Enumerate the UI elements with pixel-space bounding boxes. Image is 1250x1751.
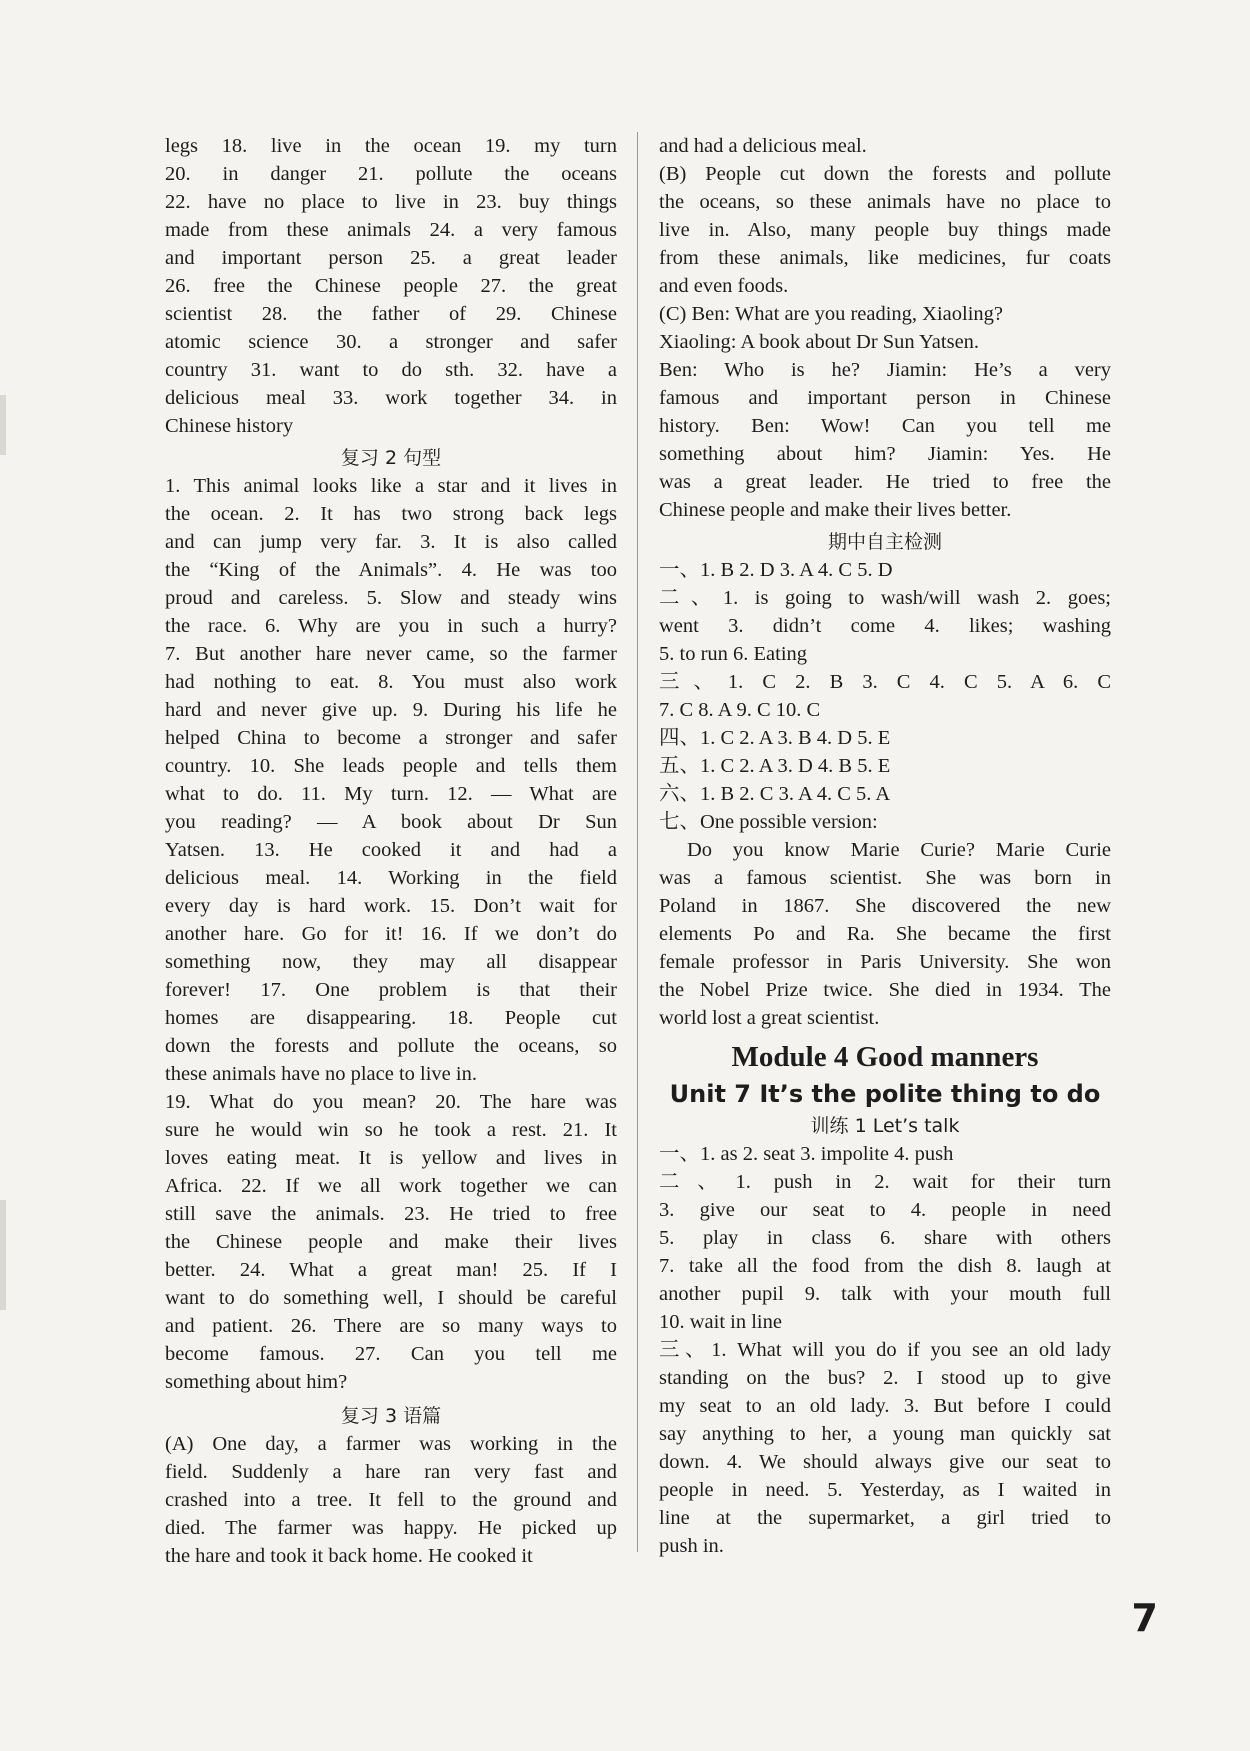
text-line: 20. in danger 21. pollute the oceans bbox=[165, 163, 617, 185]
text-line: was a great leader. He tried to free the bbox=[659, 471, 1111, 493]
text-line: Xiaoling: A book about Dr Sun Yatsen. bbox=[659, 331, 980, 353]
text-line: become famous. 27. Can you tell me bbox=[165, 1343, 617, 1365]
review-1-phrases bbox=[165, 132, 617, 440]
text-line: hard and never give up. 9. During his life he bbox=[165, 699, 617, 721]
text-line: 七、One possible version: bbox=[659, 811, 878, 833]
text-line: 一、1. B 2. D 3. A 4. C 5. D bbox=[659, 559, 893, 581]
text-line: crashed into a tree. It fell to the ground and bbox=[165, 1489, 617, 1511]
text-line: homes are disappearing. 18. People cut bbox=[165, 1007, 617, 1029]
midterm-heading: 期中自主检测 bbox=[827, 531, 942, 553]
text-line: famous and important person in Chinese bbox=[659, 387, 1111, 409]
text-line: Poland in 1867. She discovered the new bbox=[659, 895, 1111, 917]
text-line: line at the supermarket, a girl tried to bbox=[659, 1507, 1111, 1529]
right-column bbox=[659, 132, 1111, 1560]
unit-title: Unit 7 It’s the polite thing to do bbox=[669, 1080, 1101, 1108]
review-2-heading: 复习 2 句型 bbox=[340, 447, 442, 469]
text-line: Ben: Who is he? Jiamin: He’s a very bbox=[659, 359, 1111, 381]
text-line: (C) Ben: What are you reading, Xiaoling? bbox=[659, 303, 1004, 325]
text-line: sure he would win so he took a rest. 21. It bbox=[165, 1119, 617, 1141]
text-line: 二、1. is going to wash/will wash 2. goes; bbox=[659, 587, 1111, 609]
text-line: another hare. Go for it! 16. If we don’t do bbox=[165, 923, 617, 945]
text-line: history. Ben: Wow! Can you tell me bbox=[659, 415, 1111, 437]
text-line: and even foods. bbox=[659, 275, 789, 297]
text-line: down. 4. We should always give our seat to bbox=[659, 1451, 1111, 1473]
text-line: 22. have no place to live in 23. buy things bbox=[165, 191, 617, 213]
text-line: and had a delicious meal. bbox=[659, 135, 867, 157]
text-line: helped China to become a stronger and safer bbox=[165, 727, 617, 749]
review-3-continued bbox=[659, 132, 1111, 524]
text-line: 三、1. What will you do if you see an old lady bbox=[659, 1339, 1111, 1361]
text-line: something now, they may all disappear bbox=[165, 951, 617, 973]
text-line: and important person 25. a great leader bbox=[165, 247, 617, 269]
text-line: want to do something well, I should be careful bbox=[165, 1287, 617, 1309]
text-line: had nothing to eat. 8. You must also work bbox=[165, 671, 617, 693]
text-line: my seat to an old lady. 3. But before I could bbox=[659, 1395, 1111, 1417]
text-line: 1. This animal looks like a star and it lives in bbox=[165, 475, 617, 497]
text-line: 7. But another hare never came, so the farmer bbox=[165, 643, 617, 665]
text-line: was a famous scientist. She was born in bbox=[659, 867, 1111, 889]
text-line: legs 18. live in the ocean 19. my turn bbox=[165, 135, 617, 157]
text-line: still save the animals. 23. He tried to free bbox=[165, 1203, 617, 1225]
review-3-passage bbox=[165, 1430, 617, 1570]
text-line: Chinese history bbox=[165, 415, 294, 437]
text-line: Yatsen. 13. He cooked it and had a bbox=[165, 839, 617, 861]
text-line: female professor in Paris University. She won bbox=[659, 951, 1111, 973]
training-answers bbox=[659, 1140, 1111, 1560]
left-column bbox=[165, 132, 617, 1570]
text-line: the Chinese people and make their lives bbox=[165, 1231, 617, 1253]
text-line: something about him? Jiamin: Yes. He bbox=[659, 443, 1111, 465]
text-line: country 31. want to do sth. 32. have a bbox=[165, 359, 617, 381]
text-line: something about him? bbox=[165, 1371, 348, 1393]
text-line: better. 24. What a great man! 25. If I bbox=[165, 1259, 617, 1281]
text-line: every day is hard work. 15. Don’t wait for bbox=[165, 895, 617, 917]
text-line: push in. bbox=[659, 1535, 724, 1557]
module-title: Module 4 Good manners bbox=[731, 1041, 1039, 1073]
text-line: you reading? — A book about Dr Sun bbox=[165, 811, 617, 833]
text-line: the “King of the Animals”. 4. He was too bbox=[165, 559, 617, 581]
text-line: and can jump very far. 3. It is also called bbox=[165, 531, 617, 553]
text-line: world lost a great scientist. bbox=[659, 1007, 880, 1029]
text-line: 10. wait in line bbox=[659, 1311, 782, 1333]
text-line: Africa. 22. If we all work together we can bbox=[165, 1175, 617, 1197]
text-line: the race. 6. Why are you in such a hurry? bbox=[165, 615, 617, 637]
review-2-sentences bbox=[165, 472, 617, 1396]
text-line: delicious meal 33. work together 34. in bbox=[165, 387, 617, 409]
text-line: down the forests and pollute the oceans, so bbox=[165, 1035, 617, 1057]
midterm-answers bbox=[659, 556, 1111, 836]
text-line: 26. free the Chinese people 27. the great bbox=[165, 275, 617, 297]
text-line: standing on the bus? 2. I stood up to give bbox=[659, 1367, 1111, 1389]
text-line: 3. give our seat to 4. people in need bbox=[659, 1199, 1111, 1221]
text-line: the Nobel Prize twice. She died in 1934. The bbox=[659, 979, 1111, 1001]
sample-essay bbox=[659, 836, 1111, 1032]
text-line: forever! 17. One problem is that their bbox=[165, 979, 617, 1001]
text-line: (B) People cut down the forests and pollute bbox=[659, 163, 1111, 185]
text-line: 四、1. C 2. A 3. B 4. D 5. E bbox=[659, 727, 891, 749]
text-line: and patient. 26. There are so many ways to bbox=[165, 1315, 617, 1337]
text-line: say anything to her, a young man quickly sat bbox=[659, 1423, 1111, 1445]
text-line: scientist 28. the father of 29. Chinese bbox=[165, 303, 617, 325]
text-line: country. 10. She leads people and tells them bbox=[165, 755, 617, 777]
page-number: 7 bbox=[1131, 1596, 1158, 1640]
training-heading: 训练 1 Let’s talk bbox=[810, 1115, 960, 1137]
review-3-heading: 复习 3 语篇 bbox=[340, 1405, 442, 1427]
text-line: proud and careless. 5. Slow and steady wins bbox=[165, 587, 617, 609]
text-line: Do you know Marie Curie? Marie Curie bbox=[687, 839, 1111, 861]
text-line: (A) One day, a farmer was working in the bbox=[165, 1433, 617, 1455]
text-line: delicious meal. 14. Working in the field bbox=[165, 867, 617, 889]
text-line: atomic science 30. a stronger and safer bbox=[165, 331, 617, 353]
text-line: 三、1. C 2. B 3. C 4. C 5. A 6. C bbox=[659, 671, 1111, 693]
text-line: elements Po and Ra. She became the first bbox=[659, 923, 1111, 945]
text-line: 19. What do you mean? 20. The hare was bbox=[165, 1091, 617, 1113]
text-line: field. Suddenly a hare ran very fast and bbox=[165, 1461, 617, 1483]
text-line: another pupil 9. talk with your mouth full bbox=[659, 1283, 1111, 1305]
text-line: 一、1. as 2. seat 3. impolite 4. push bbox=[659, 1143, 954, 1165]
column-divider bbox=[637, 132, 638, 1552]
text-line: the hare and took it back home. He cooked it bbox=[165, 1545, 533, 1567]
text-line: went 3. didn’t come 4. likes; washing bbox=[659, 615, 1111, 637]
text-line: the ocean. 2. It has two strong back legs bbox=[165, 503, 617, 525]
page-edge-mark bbox=[0, 395, 6, 455]
text-line: Chinese people and make their lives better. bbox=[659, 499, 1012, 521]
text-line: these animals have no place to live in. bbox=[165, 1063, 477, 1085]
text-line: died. The farmer was happy. He picked up bbox=[165, 1517, 617, 1539]
text-line: 六、1. B 2. C 3. A 4. C 5. A bbox=[659, 783, 891, 805]
text-line: loves eating meat. It is yellow and lives in bbox=[165, 1147, 617, 1169]
text-line: 5. to run 6. Eating bbox=[659, 643, 808, 665]
text-line: 7. C 8. A 9. C 10. C bbox=[659, 699, 821, 721]
text-line: made from these animals 24. a very famous bbox=[165, 219, 617, 241]
text-line: the oceans, so these animals have no place to bbox=[659, 191, 1111, 213]
text-line: 二、1. push in 2. wait for their turn bbox=[659, 1171, 1111, 1193]
text-line: what to do. 11. My turn. 12. — What are bbox=[165, 783, 617, 805]
text-line: people in need. 5. Yesterday, as I waited in bbox=[659, 1479, 1111, 1501]
text-line: from these animals, like medicines, fur coats bbox=[659, 247, 1111, 269]
page-edge-mark bbox=[0, 1200, 6, 1310]
text-line: 五、1. C 2. A 3. D 4. B 5. E bbox=[659, 755, 891, 777]
text-line: live in. Also, many people buy things made bbox=[659, 219, 1111, 241]
text-line: 7. take all the food from the dish 8. laugh at bbox=[659, 1255, 1111, 1277]
text-line: 5. play in class 6. share with others bbox=[659, 1227, 1111, 1249]
